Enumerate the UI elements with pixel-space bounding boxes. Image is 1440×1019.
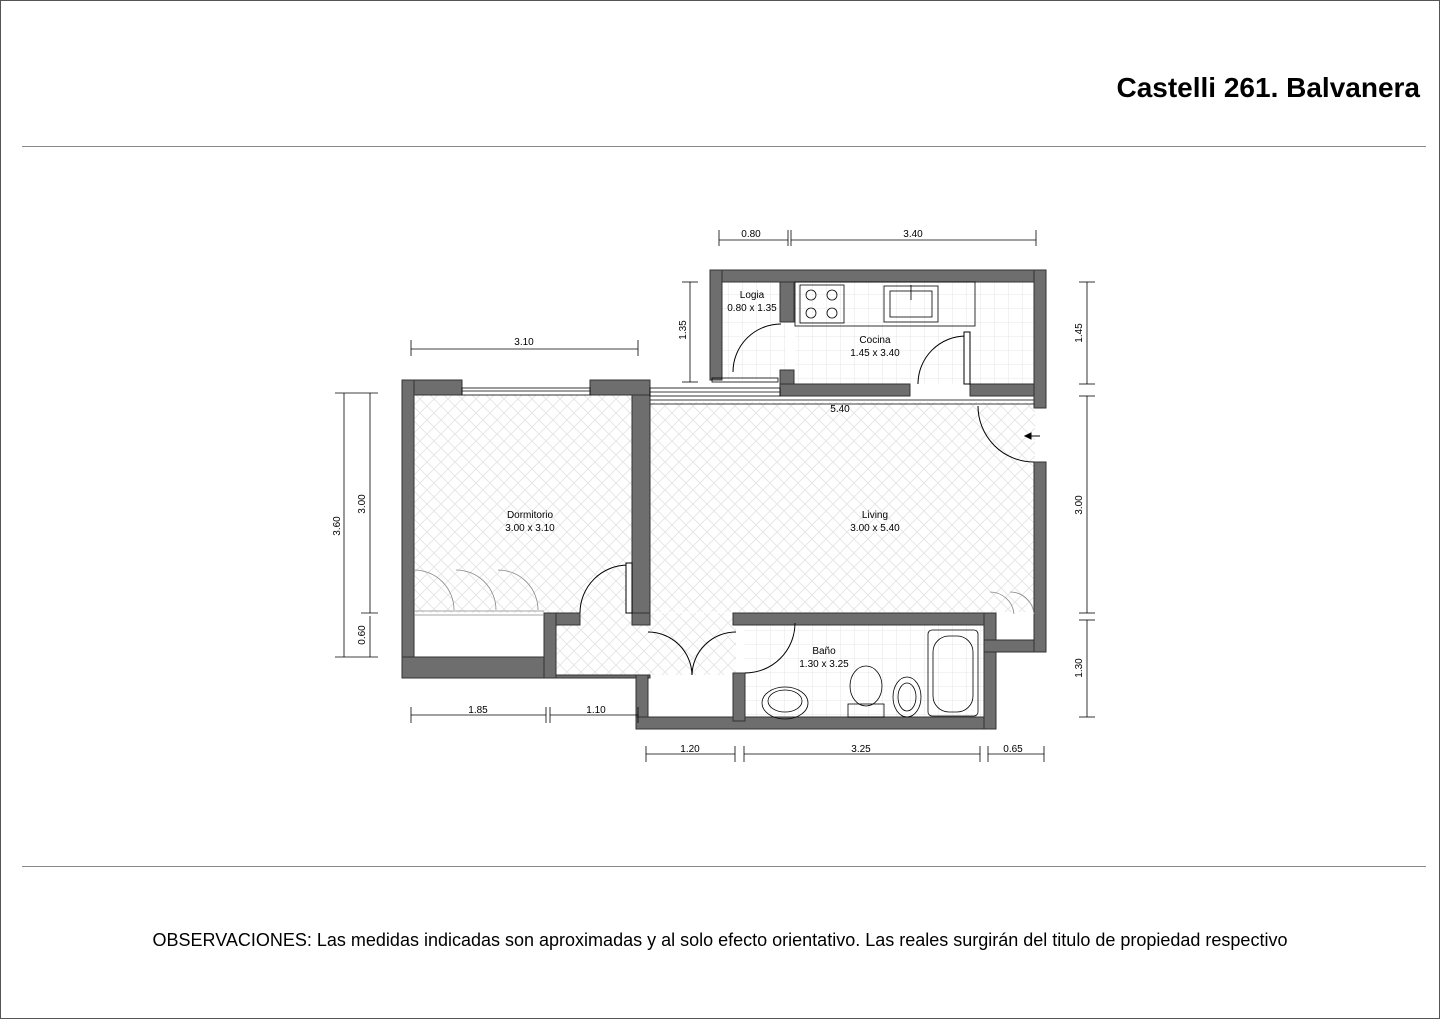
dim-logia-height: 1.35	[678, 320, 689, 340]
room-size-cocina: 1.45 x 3.40	[850, 348, 900, 359]
dim-right-living: 3.00	[1074, 495, 1085, 515]
dim-bottom-dorm: 1.85	[468, 705, 488, 716]
room-name-cocina: Cocina	[859, 335, 891, 346]
room-size-logia: 0.80 x 1.35	[727, 303, 777, 314]
dim-top-dormitorio: 3.10	[514, 337, 534, 348]
dim-left-outer: 3.60	[332, 516, 343, 536]
room-name-living: Living	[861, 510, 889, 521]
room-name-dormitorio: Dormitorio	[506, 510, 554, 521]
room-size-bano: 1.30 x 3.25	[799, 659, 849, 670]
floor-areas	[414, 282, 1035, 717]
dim-right-bano: 1.30	[1074, 658, 1085, 678]
room-size-dormitorio: 3.00 x 3.10	[505, 523, 555, 534]
dim-bottom-hall: 1.20	[680, 744, 700, 755]
page-title: Castelli 261. Balvanera	[1116, 72, 1420, 103]
dim-top-logia: 0.80	[741, 229, 761, 240]
dim-living-width: 5.40	[830, 404, 850, 415]
dim-left-small: 0.60	[357, 625, 368, 645]
observations-note: OBSERVACIONES: Las medidas indicadas son aproximadas y al solo efecto orientativo. Las reales surgirán del titulo de propiedad respectivo	[152, 930, 1288, 950]
dim-right-cocina: 1.45	[1074, 323, 1085, 343]
dim-left-inner: 3.00	[357, 494, 368, 514]
room-name-bano: Baño	[812, 646, 836, 657]
dim-top-cocina: 3.40	[903, 229, 923, 240]
dim-bottom-bano: 3.25	[851, 744, 871, 755]
room-size-living: 3.00 x 5.40	[850, 523, 900, 534]
room-name-logia: Logia	[739, 290, 765, 301]
dim-bottom-pass: 1.10	[586, 705, 606, 716]
dim-bottom-right: 0.65	[1003, 744, 1023, 755]
